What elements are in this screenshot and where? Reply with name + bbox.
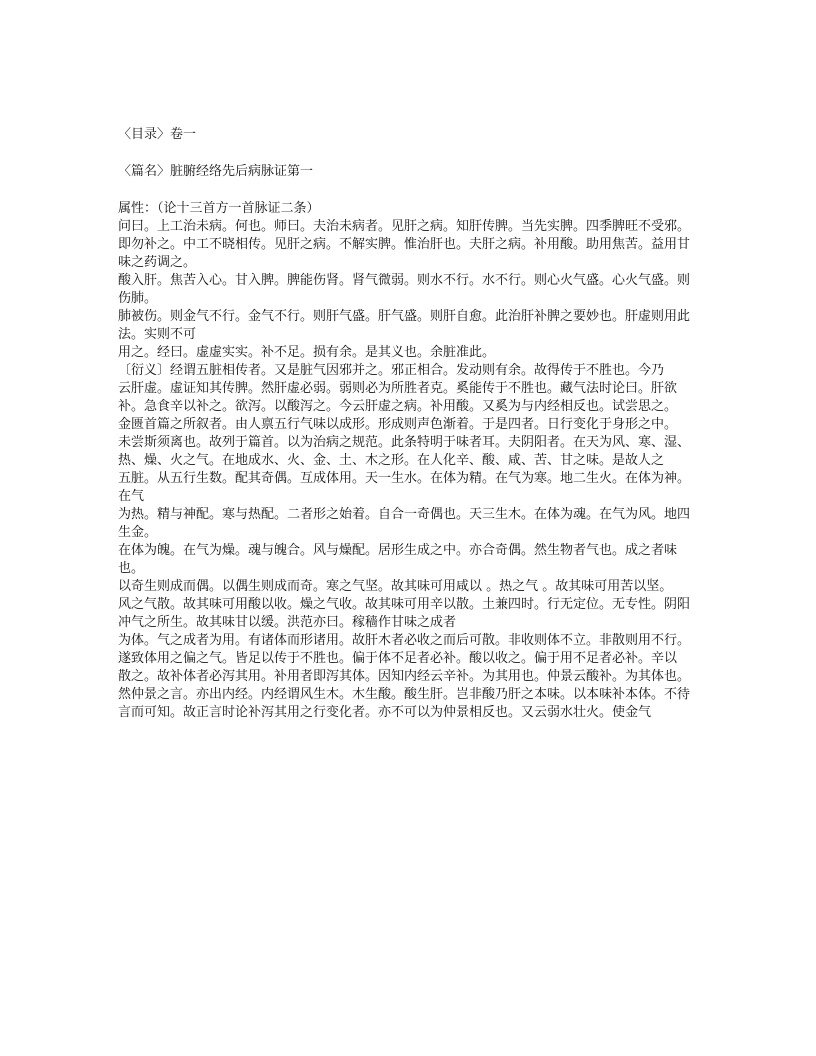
text-line: 云肝虚。虚证知其传脾。然肝虚必弱。弱则必为所胜者克。奚能传于不胜也。藏气法时论曰。肝欲	[118, 381, 678, 396]
text-line: 属性：（论十三首方一首脉证二条）	[118, 201, 320, 216]
text-line: 五脏。从五行生数。配其奇偶。互成体用。天一生水。在体为精。在气为寒。地二生火。在体为神。在气	[118, 471, 691, 504]
text-line: 补。急食辛以补之。欲泻。以酸泻之。今云肝虚之病。补用酸。又奚为与内经相反也。试尝思之。	[118, 399, 678, 414]
text-line: 用之。经曰。虚虚实实。补不足。损有余。是其义也。余脏准此。	[118, 345, 496, 360]
text-line: 风之气散。故其味可用酸以收。燥之气收。故其味可用辛以散。土兼四时。行无定位。无专性。阴阳	[118, 597, 691, 612]
text-line: 在体为魄。在气为燥。魂与魄合。风与燥配。居形生成之中。亦合奇偶。然生物者气也。成之者味也。	[118, 543, 678, 576]
text-line: 为体。气之成者为用。有诸体而形诸用。故肝木者必收之而后可散。非收则体不立。非散则用不行。	[118, 633, 691, 648]
text-line: 〔衍义〕经谓五脏相传者。又是脏气因邪并之。邪正相合。发动则有余。故得传于不胜也。今乃	[118, 363, 665, 378]
text-line: 未尝斯须离也。故列于篇首。以为治病之规范。此条特明于味者耳。夫阴阳者。在天为风、寒、湿、热、燥、火之气。在地成水、火、金、土、木之形。在人化辛、酸、咸、苦、甘之味。是故人之	[118, 435, 691, 468]
chapter-title: 〈篇名〉脏腑经络先后病脉证第一	[118, 164, 314, 179]
body-text	[118, 200, 700, 722]
text-line: 肺被伤。则金气不行。金气不行。则肝气盛。肝气盛。则肝自愈。此治肝补脾之要妙也。肝虚则用此法。实则不可	[118, 309, 691, 342]
text-line: 遂致体用之偏之气。皆足以传于不胜也。偏于体不足者必补。酸以收之。偏于用不足者必补。辛以	[118, 651, 678, 666]
text-line: 酸入肝。焦苦入心。甘入脾。脾能伤肾。肾气微弱。则水不行。水不行。则心火气盛。心火气盛。则伤肺。	[118, 273, 691, 306]
text-line: 冲气之所生。故其味甘以缓。洪范亦曰。稼穑作甘味之成者	[118, 615, 457, 630]
text-line: 然仲景之言。亦出内经。内经谓风生木。木生酸。酸生肝。岂非酸乃肝之本味。以本味补本体。不待	[118, 687, 691, 702]
text-line: 问曰。上工治未病。何也。师曰。夫治未病者。见肝之病。知肝传脾。当先实脾。四季脾旺不受邪。	[118, 219, 691, 234]
text-line: 即勿补之。中工不晓相传。见肝之病。不解实脾。惟治肝也。夫肝之病。补用酸。助用焦苦。益用甘味之药调之。	[118, 237, 691, 270]
text-line: 散之。故补体者必泻其用。补用者即泻其体。因知内经云辛补。为其用也。仲景云酸补。为其体也。	[118, 669, 691, 684]
table-of-contents-heading: 〈目录〉卷一	[118, 127, 197, 142]
document-page	[118, 126, 700, 722]
text-line: 为热。精与神配。寒与热配。二者形之始着。自合一奇偶也。天三生木。在体为魂。在气为风。地四生金。	[118, 507, 691, 540]
text-line: 言而可知。故正言时论补泻其用之行变化者。亦不可以为仲景相反也。又云弱水壮火。使金气	[118, 705, 652, 720]
text-line: 以奇生则成而偶。以偶生则成而奇。寒之气坚。故其味可用咸以 。热之气 。故其味可用苦以坚。	[118, 579, 673, 594]
text-line: 金匮首篇之所叙者。由人禀五行气味以成形。形成则声色渐着。于是四者。日行变化于身形之中。	[118, 417, 678, 432]
